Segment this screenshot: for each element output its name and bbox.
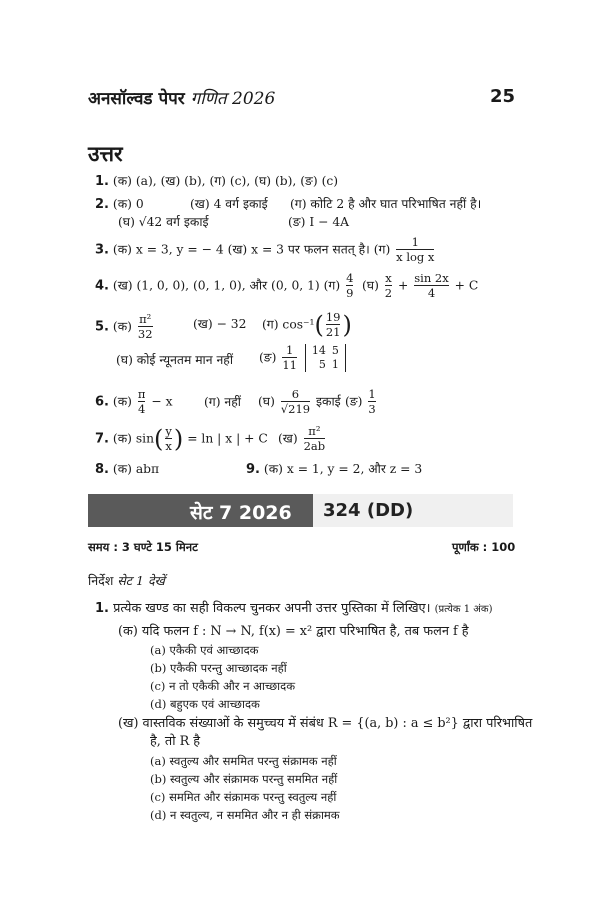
matrix-cell: 1 — [331, 358, 339, 371]
answer-6b: (ग) नहीं — [204, 395, 241, 409]
numerator: 4 — [346, 271, 354, 285]
numerator: 1 — [411, 235, 419, 249]
part-text: वास्तविक संख्याओं के समुच्चय में संबंध R = {(a, b) : a ≤ b²} द्वारा परिभाषित — [142, 716, 533, 731]
answer-3 — [95, 236, 436, 264]
denominator: 21 — [325, 325, 341, 339]
numerator: 19 — [325, 310, 341, 324]
part-label: (क) — [112, 394, 132, 409]
answer-5e — [259, 344, 346, 372]
answer-5b: (ख) − 32 — [193, 317, 247, 331]
part-label: (ख) — [118, 716, 139, 731]
answer-number: 2. — [95, 197, 109, 212]
set-title: सेट 7 2026 — [190, 502, 292, 524]
option: (c) सममित और संक्रामक परन्तु स्वतुल्य नहीं — [150, 790, 337, 804]
option: (a) एकैकी एवं आच्छादक — [150, 643, 259, 657]
option: (b) स्वतुल्य और संक्रामक परन्तु सममित नहीं — [150, 772, 338, 786]
answer-4-gh — [362, 272, 478, 300]
right-paren: ) — [173, 425, 184, 453]
denominator: 2 — [384, 286, 393, 300]
running-header — [88, 86, 275, 109]
expression-end: − x — [151, 394, 173, 409]
option: (b) एकैकी परन्तु आच्छादक नहीं — [150, 661, 287, 675]
answer-6 — [95, 388, 173, 416]
answer-number: 1. — [95, 174, 109, 189]
part-label: (क) sin — [112, 431, 155, 446]
plus-sign: + — [398, 278, 409, 293]
answer-2b: (ख) 4 वर्ग इकाई — [190, 197, 268, 211]
answer-6d — [345, 388, 378, 416]
fraction — [138, 388, 146, 416]
answer-text: (क) (a), (ख) (b), (ग) (c), (घ) (b), (ङ) (c) — [112, 174, 339, 188]
answer-2d: (घ) √42 वर्ग इकाई — [118, 215, 209, 229]
fraction — [326, 311, 341, 339]
left-paren: ( — [314, 311, 324, 339]
header-title-italic: गणित 2026 — [190, 89, 276, 109]
fraction — [385, 272, 392, 300]
answer-text: (क) abπ — [112, 462, 160, 476]
answer-text: (ख) (1, 0, 0), (0, 1, 0), और (0, 0, 1) (ग) — [112, 278, 341, 293]
left-paren: ( — [154, 425, 164, 453]
matrix-cell: 14 — [311, 344, 326, 357]
question-1 — [95, 601, 493, 618]
part-label: (क) — [118, 624, 138, 639]
option: (d) बहुएक एवं आच्छादक — [150, 697, 260, 711]
answer-number: 4. — [95, 278, 109, 294]
expression-end: = ln | x | + C — [187, 431, 268, 446]
right-paren: ) — [342, 311, 352, 339]
fraction — [396, 236, 434, 264]
denominator: x — [165, 439, 172, 453]
answer-2e: (ङ) I − 4A — [288, 215, 350, 229]
answer-8 — [95, 461, 159, 478]
answer-5 — [95, 313, 155, 341]
part-label: (ग) cos⁻¹ — [262, 317, 315, 332]
answer-7b — [278, 425, 327, 453]
denominator: 4 — [414, 285, 448, 300]
exam-time: समय : 3 घण्टे 15 मिनट — [88, 540, 198, 554]
numerator: π — [137, 387, 146, 401]
part-label: (घ) — [362, 278, 379, 293]
matrix-cell: 5 — [331, 344, 339, 357]
numerator: sin 2x — [414, 271, 449, 285]
unit: इकाई — [316, 394, 341, 409]
numerator: 6 — [291, 387, 300, 401]
fraction — [165, 425, 172, 453]
fraction — [281, 388, 310, 416]
numerator: π² — [139, 312, 152, 326]
answer-number: 5. — [95, 319, 109, 335]
instructions — [88, 572, 165, 589]
denominator: x log x — [396, 250, 435, 264]
part-label: (ङ) — [345, 394, 363, 409]
part-label: (क) — [112, 319, 132, 334]
header-title-bold: अनसॉल्वड पेपर — [88, 89, 185, 109]
answer-number: 8. — [95, 462, 109, 477]
part-label: (ङ) — [259, 350, 277, 365]
answer-number: 9. — [246, 462, 260, 477]
denominator: 3 — [368, 402, 376, 416]
denominator: 11 — [282, 358, 297, 372]
fraction — [414, 272, 448, 300]
answer-number: 7. — [95, 431, 109, 447]
denominator: 32 — [137, 327, 153, 341]
answer-2 — [95, 196, 144, 213]
question-1-part-b — [118, 716, 532, 732]
denominator: 2ab — [303, 439, 326, 453]
answer-5d: (घ) कोई न्यूनतम मान नहीं — [116, 353, 234, 367]
instructions-label: निर्देश — [88, 573, 114, 588]
answer-number: 3. — [95, 242, 109, 258]
answer-7 — [95, 425, 268, 453]
page-number: 25 — [490, 86, 516, 107]
instructions-text: सेट 1 देखें — [117, 573, 165, 588]
denominator: 9 — [346, 286, 354, 300]
answer-text: (क) x = 3, y = − 4 (ख) x = 3 पर फलन सतत् है। (ग) — [112, 242, 391, 257]
answer-4 — [95, 272, 355, 300]
set-code: 324 (DD) — [323, 500, 414, 521]
answer-2c: (ग) कोटि 2 है और घात परिभाषित नहीं है। — [290, 197, 482, 211]
question-number: 1. — [95, 601, 109, 616]
answer-6c — [258, 388, 341, 416]
question-text: प्रत्येक खण्ड का सही विकल्प चुनकर अपनी उत्तर पुस्तिका में लिखिए। — [113, 601, 431, 616]
option: (a) स्वतुल्य और सममित परन्तु संक्रामक नहीं — [150, 754, 337, 768]
part-text-continued: है, तो R है — [150, 734, 201, 749]
answers-heading: उत्तर — [88, 142, 123, 166]
numerator: π² — [308, 424, 321, 438]
fraction — [346, 272, 353, 300]
matrix — [305, 344, 346, 372]
part-label: (ख) — [278, 431, 298, 446]
fraction — [304, 425, 326, 453]
option: (d) न स्वतुल्य, न सममित और न ही संक्रामक — [150, 808, 340, 822]
answer-1 — [95, 173, 338, 190]
constant: + C — [454, 278, 479, 293]
marks-note: (प्रत्येक 1 अंक) — [434, 604, 493, 615]
answer-5c — [262, 311, 352, 339]
option: (c) न तो एकैकी और न आच्छादक — [150, 679, 296, 693]
exam-marks: पूर्णांक : 100 — [452, 540, 516, 554]
question-1-part-a — [118, 624, 469, 640]
fraction — [282, 344, 297, 372]
numerator: x — [385, 271, 392, 285]
part-label: (घ) — [258, 394, 275, 409]
numerator: 1 — [286, 343, 294, 357]
matrix-cell: 5 — [318, 358, 326, 371]
fraction — [138, 313, 153, 341]
denominator: √219 — [280, 402, 311, 416]
answer-9 — [246, 461, 422, 478]
answer-text: (क) x = 1, y = 2, और z = 3 — [263, 462, 423, 476]
numerator: y — [165, 424, 172, 438]
fraction — [368, 388, 375, 416]
answer-number: 6. — [95, 394, 109, 410]
part-text: यदि फलन f : N → N, f(x) = x² द्वारा परिभाषित है, तब फलन f है — [141, 624, 469, 639]
answer-2a: (क) 0 — [112, 197, 144, 211]
denominator: 4 — [137, 402, 146, 416]
numerator: 1 — [368, 387, 376, 401]
